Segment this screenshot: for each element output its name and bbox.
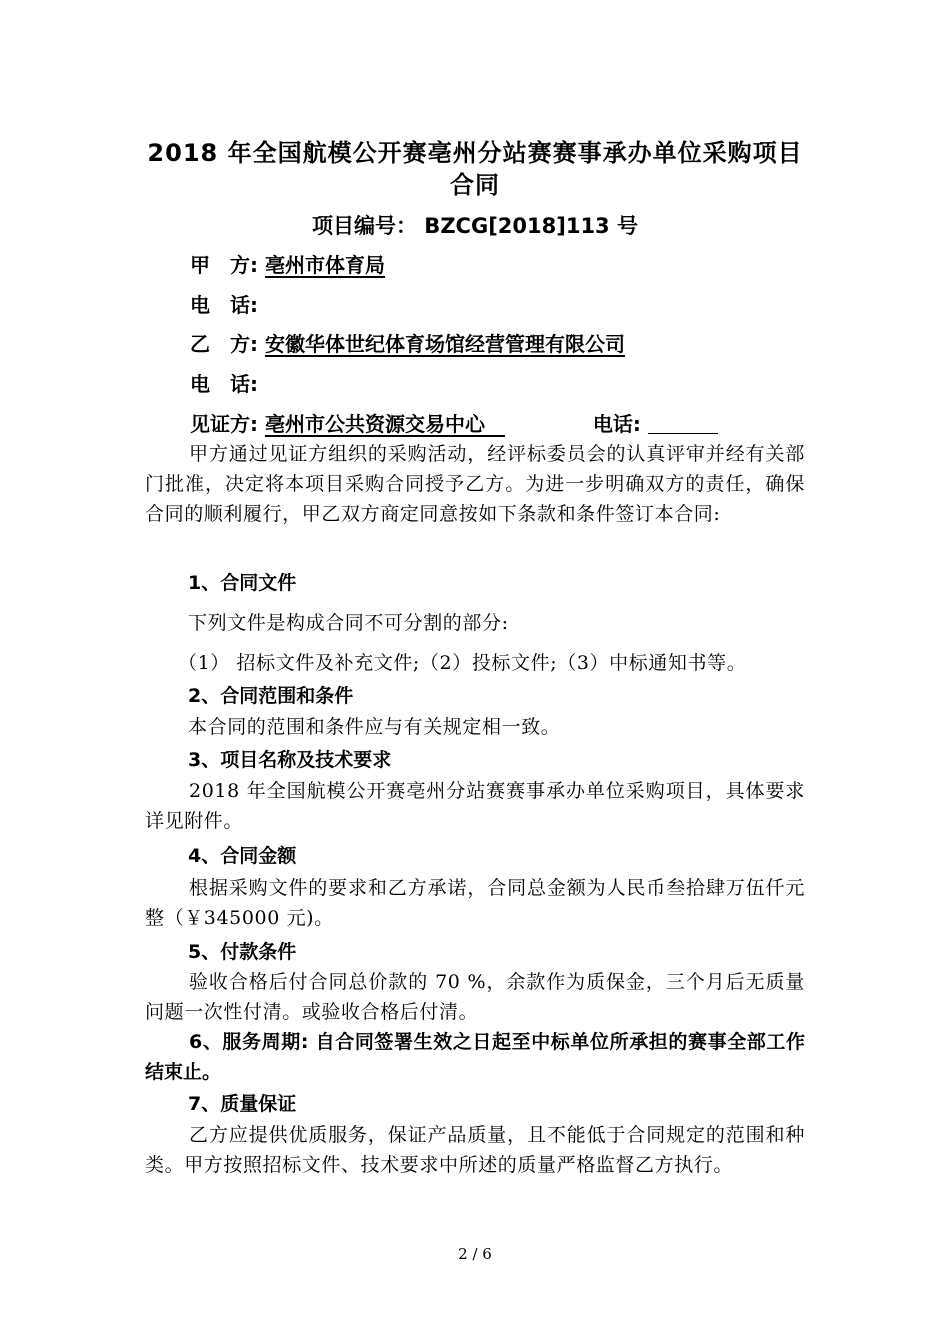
section-4-title: 4、合同金额 — [188, 845, 297, 867]
party-a-phone-row — [190, 291, 258, 319]
section-2-title: 2、合同范围和条件 — [188, 685, 354, 707]
party-b-name: 安徽华体世纪体育场馆经营管理有限公司 — [264, 332, 625, 356]
party-b-phone-row — [190, 370, 258, 398]
section-1-text: 下列文件是构成合同不可分割的部分: — [188, 612, 509, 634]
witness-name: 亳州市公共资源交易中心 — [264, 412, 485, 436]
party-b-row — [190, 330, 625, 358]
witness-phone-label: 电话: — [592, 412, 641, 436]
section-1-title: 1、合同文件 — [188, 572, 297, 594]
section-5-text: 验收合格后付合同总价款的 70 %，余款作为质保金，三个月后无质量问题一次性付清。或验收合格后付清。 — [145, 971, 805, 1023]
party-a-row — [190, 251, 385, 279]
intro-paragraph: 甲方通过见证方组织的采购活动，经评标委员会的认真评审并经有关部门批准，决定将本项目采购合同授予乙方。为进一步明确双方的责任，确保合同的顺利履行，甲乙双方商定同意按如下条款和条件签订本合同: — [145, 443, 805, 525]
section-7-text: 乙方应提供优质服务，保证产品质量，且不能低于合同规定的范围和种类。甲方按照招标文件、技术要求中所述的质量严格监督乙方执行。 — [145, 1124, 805, 1176]
section-5-title: 5、付款条件 — [188, 941, 297, 963]
section-1-list: （1） 招标文件及补充文件;（2）投标文件;（3）中标通知书等。 — [178, 652, 747, 674]
section-6-text: 6、服务周期: 自合同签署生效之日起至中标单位所承担的赛事全部工作结束止。 — [145, 1031, 805, 1083]
section-2-text: 本合同的范围和条件应与有关规定相一致。 — [188, 716, 561, 738]
section-4-text: 根据采购文件的要求和乙方承诺，合同总金额为人民币叁拾肆万伍仟元整（￥345000 元)。 — [145, 877, 805, 929]
party-b-label: 乙 方: — [190, 332, 258, 356]
section-7-title: 7、质量保证 — [188, 1093, 297, 1115]
contract-title-line1: 2018 年全国航模公开赛亳州分站赛赛事承办单位采购项目 — [147, 139, 803, 167]
section-3-text: 2018 年全国航模公开赛亳州分站赛赛事承办单位采购项目，具体要求详见附件。 — [145, 780, 805, 832]
party-a-label: 甲 方: — [190, 253, 258, 277]
page-number: 2 / 6 — [458, 1245, 492, 1263]
contract-title-line2: 合同 — [450, 171, 500, 199]
party-a-phone-label: 电 话: — [190, 293, 258, 317]
witness-row — [190, 410, 718, 438]
party-b-phone-label: 电 话: — [190, 372, 258, 396]
witness-phone-blank — [648, 413, 718, 434]
party-a-name: 亳州市体育局 — [264, 253, 385, 277]
project-number: 项目编号： BZCG[2018]113 号 — [312, 214, 638, 238]
witness-label: 见证方: — [190, 412, 258, 436]
section-3-title: 3、项目名称及技术要求 — [188, 749, 392, 771]
